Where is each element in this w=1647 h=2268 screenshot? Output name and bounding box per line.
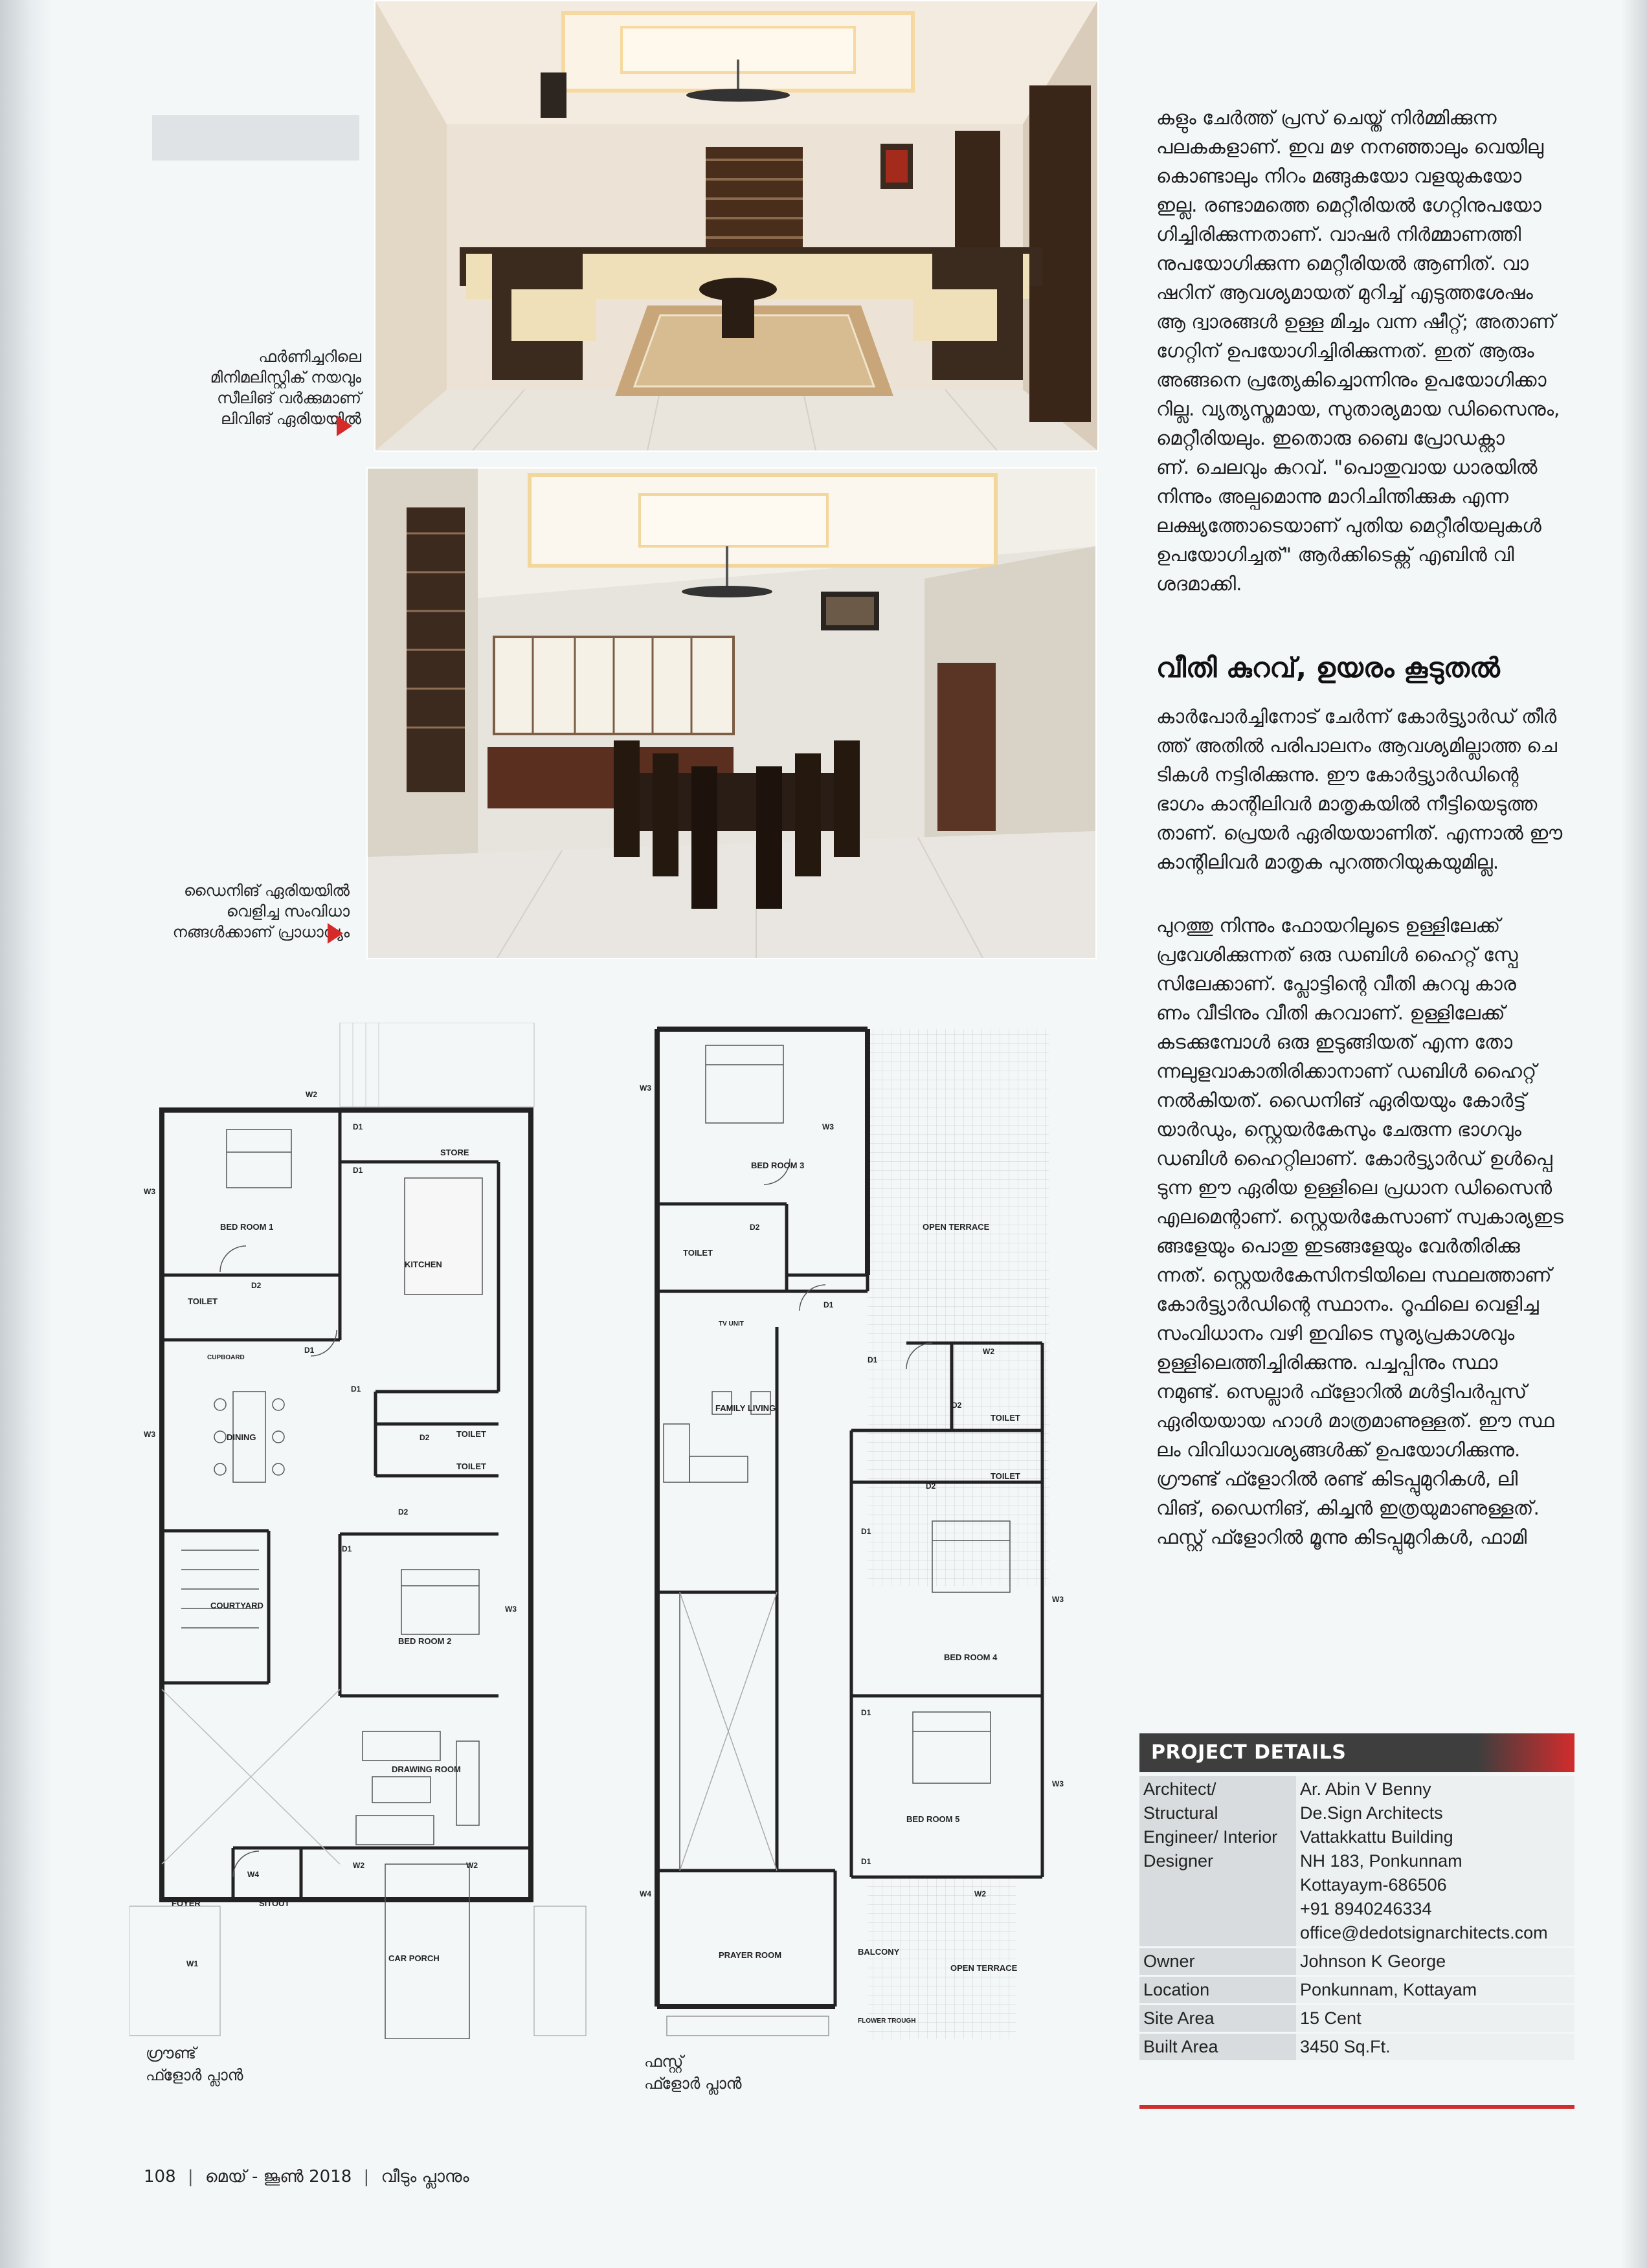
- first-plan-caption: [644, 2051, 742, 2095]
- window-tag: W3: [1052, 1779, 1064, 1788]
- built-area-value: 3450 Sq.Ft.: [1296, 2033, 1574, 2062]
- value-line: +91 8940246334: [1300, 1899, 1432, 1918]
- table-row: [1139, 2033, 1574, 2062]
- article-paragraph-2: [1156, 702, 1562, 877]
- label-line: Architect/: [1143, 1779, 1216, 1799]
- ground-floor-plan: [129, 1023, 596, 2039]
- caption-line: ഫസ്റ്റ്: [644, 2052, 684, 2071]
- table-row: [1139, 1776, 1574, 1948]
- ground-plan-caption: [146, 2042, 243, 2086]
- page-footer: [144, 2167, 476, 2187]
- door-tag: D2: [251, 1281, 262, 1290]
- caption-line: നങ്ങൾക്കാണ് പ്രാധാന്യം: [172, 923, 350, 941]
- label-line: Structural: [1143, 1803, 1218, 1823]
- door-tag: D1: [861, 1527, 871, 1536]
- text-line: റില്ല. വ്യത്യസ്തമായ, സുതാര്യമായ ഡിസൈനും,: [1156, 398, 1560, 420]
- first-floor-plan: [628, 1016, 1081, 2039]
- room-label-foyer: FOYER: [172, 1898, 201, 1908]
- caption-line: ഫ്ളോർ പ്ലാൻ: [146, 2066, 243, 2084]
- page-number: 108: [144, 2167, 176, 2186]
- text-line: കോർട്ട്യാർഡിന്റെ സ്ഥാനം. റൂഫിലെ വെളിച്ച: [1156, 1293, 1539, 1315]
- article-paragraph-1: [1156, 104, 1560, 599]
- text-line: ഏരിയയായ ഹാൾ മാത്രമാണുള്ളത്. ഈ സ്ഥ: [1156, 1410, 1554, 1432]
- text-line: ഡബിൾ ഹൈറ്റിലാണ്. കോർട്ട്യാർഡ് ഉൾപ്പെ: [1156, 1148, 1552, 1170]
- window-tag: W3: [822, 1122, 834, 1131]
- label-line: Engineer/ Interior: [1143, 1827, 1278, 1847]
- magazine-name: വീടും പ്ലാനും: [381, 2167, 469, 2186]
- text-line: നിന്നും അല്പമൊന്നു മാറിചിന്തിക്കുക എന്ന: [1156, 485, 1508, 507]
- text-line: കൊണ്ടാലും നിറം മങ്ങുകയോ വളയുകയോ: [1156, 165, 1521, 187]
- room-label-bed-4: BED ROOM 4: [944, 1652, 998, 1662]
- built-area-label: Built Area: [1139, 2033, 1296, 2062]
- article-paragraph-3: [1156, 911, 1563, 1552]
- project-details-table: [1139, 1776, 1574, 2062]
- door-tag: D2: [398, 1507, 409, 1517]
- header-accent: [1477, 1733, 1574, 1772]
- window-tag: W3: [505, 1605, 517, 1614]
- text-line: യാർഡും, സ്റ്റെയർകേസും ചേരുന്ന ഭാഗവും: [1156, 1118, 1521, 1140]
- text-line: ഉള്ളിലെത്തിച്ചിരിക്കുന്നു. പച്ചപ്പിനും സ്ഥാ: [1156, 1351, 1498, 1373]
- text-line: പുറത്തു നിന്നും ഫോയറിലൂടെ ഉള്ളിലേക്ക്: [1156, 915, 1501, 937]
- text-line: ത്ത് അതിൽ പരിപാലനം ആവശ്യമില്ലാത്ത ചെ: [1156, 735, 1557, 757]
- project-details-title: PROJECT DETAILS: [1151, 1741, 1347, 1764]
- accent-bar: [1139, 2105, 1574, 2109]
- door-tag: D2: [750, 1223, 760, 1232]
- project-details-box: [1139, 1733, 1574, 2109]
- caption-line: ലിവിങ് ഏരിയയിൽ: [221, 410, 361, 428]
- window-tag: W3: [144, 1187, 155, 1196]
- room-label-toilet: TOILET: [188, 1296, 218, 1306]
- room-label-drawing-room: DRAWING ROOM: [392, 1764, 461, 1774]
- door-tag: D1: [351, 1384, 361, 1394]
- door-tag: D1: [868, 1355, 878, 1364]
- decorative-tab: [152, 115, 359, 161]
- text-line: പലകകളാണ്. ഇവ മഴ നനഞ്ഞാലും വെയിലു: [1156, 136, 1544, 158]
- text-line: വിങ്, ഡൈനിങ്, കിച്ചൻ ഇത്രയുമാണുള്ളത്.: [1156, 1497, 1540, 1519]
- room-label-balcony: BALCONY: [858, 1947, 900, 1957]
- window-tag: W2: [353, 1861, 364, 1870]
- text-line: ഫസ്റ്റ് ഫ്ളോറിൽ മൂന്നു കിടപ്പുമുറികൾ, ഫാമി: [1156, 1526, 1527, 1548]
- door-tag: D1: [353, 1122, 363, 1131]
- room-label-dining: DINING: [227, 1432, 256, 1442]
- text-line: സംവിധാനം വഴി ഇവിടെ സൂര്യപ്രകാശവും: [1156, 1322, 1515, 1344]
- window-tag: W4: [247, 1870, 259, 1879]
- door-tag: D2: [952, 1401, 962, 1410]
- door-tag: D1: [861, 1708, 871, 1717]
- location-value: Ponkunnam, Kottayam: [1296, 1976, 1574, 2005]
- owner-value: Johnson K George: [1296, 1948, 1574, 1976]
- table-row: [1139, 1976, 1574, 2005]
- text-line: നൽകിയത്. ഡൈനിങ് ഏരിയയും കോർട്ട്: [1156, 1089, 1527, 1111]
- room-label-toilet: TOILET: [456, 1462, 486, 1471]
- divider: |: [187, 2167, 194, 2186]
- value-line: Kottayaym-686506: [1300, 1875, 1447, 1895]
- text-line: ഗ്രൗണ്ട് ഫ്ളോറിൽ രണ്ട് കിടപ്പുമുറികൾ, ലി: [1156, 1468, 1518, 1490]
- text-line: സിലേക്കാണ്. പ്ലോട്ടിന്റെ വീതി കുറവു കാര: [1156, 973, 1516, 995]
- room-label-bed-2: BED ROOM 2: [398, 1636, 452, 1646]
- dining-room-photo: [366, 467, 1097, 959]
- room-label-family-living: FAMILY LIVING: [715, 1403, 776, 1413]
- page-gutter-shadow: [0, 0, 52, 2268]
- window-tag: W3: [1052, 1595, 1064, 1604]
- room-label-bed-3: BED ROOM 3: [751, 1161, 805, 1170]
- text-line: ടികൾ നട്ടിരിക്കുന്നു. ഈ കോർട്ട്യാർഡിന്റെ: [1156, 764, 1519, 786]
- label-tv-unit: TV UNIT: [719, 1320, 744, 1328]
- living-room-photo: [374, 0, 1099, 452]
- text-line: ണ്. ചെലവും കുറവ്. "പൊതുവായ ധാരയിൽ: [1156, 456, 1538, 478]
- window-tag: W1: [186, 1959, 198, 1968]
- text-line: കാർപോർച്ചിനോട് ചേർന്ന് കോർട്ട്യാർഡ് തീർ: [1156, 706, 1557, 728]
- table-row: [1139, 2005, 1574, 2033]
- door-tag: D2: [420, 1433, 430, 1442]
- room-label-toilet: TOILET: [991, 1471, 1020, 1481]
- text-line: അങ്ങനെ പ്രത്യേകിച്ചൊന്നിനും ഉപയോഗിക്കാ: [1156, 369, 1547, 391]
- text-line: പ്രവേശിക്കുന്നത് ഒരു ഡബിൾ ഹൈറ്റ് സ്പേ: [1156, 944, 1518, 966]
- room-label-store: STORE: [440, 1148, 469, 1157]
- text-line: കാന്റിലിവർ മാതൃക പുറത്തറിയുകയുമില്ല.: [1156, 851, 1499, 873]
- room-label-courtyard: COURTYARD: [210, 1601, 263, 1610]
- value-line: NH 183, Ponkunnam: [1300, 1851, 1462, 1871]
- door-tag: D1: [861, 1857, 871, 1866]
- window-tag: W4: [640, 1889, 651, 1898]
- text-line: നമുണ്ട്. സെല്ലാർ ഫ്ളോറിൽ മൾട്ടിപർപ്പസ്: [1156, 1381, 1527, 1403]
- caption-line: ഡൈനിങ് ഏരിയയിൽ: [183, 882, 350, 900]
- window-tag: W3: [144, 1430, 155, 1439]
- text-line: ഇല്ല. രണ്ടാമത്തെ മെറ്റീരിയൽ ഗേറ്റിനുപയോ: [1156, 194, 1541, 216]
- caption-line: ഗ്രൗണ്ട്: [146, 2044, 197, 2062]
- text-line: നുപയോഗിക്കുന്ന മെറ്റീരിയൽ ആണിത്. വാ: [1156, 252, 1529, 274]
- table-row: [1139, 1948, 1574, 1976]
- door-tag: D1: [342, 1544, 352, 1553]
- text-line: ശദമാക്കി.: [1156, 573, 1242, 595]
- window-tag: W2: [974, 1889, 986, 1898]
- door-tag: D2: [926, 1482, 936, 1491]
- text-line: ലം വിവിധാവശ്യങ്ങൾക്ക് ഉപയോഗിക്കുന്നു.: [1156, 1439, 1521, 1461]
- email-text: office@dedotsignarchitects.com: [1300, 1923, 1548, 1942]
- text-line: ടുന്ന ഈ ഏരിയ ഉള്ളിലെ പ്രധാന ഡിസൈൻ: [1156, 1177, 1552, 1199]
- red-arrow-icon: [337, 416, 352, 436]
- room-label-kitchen: KITCHEN: [405, 1260, 442, 1269]
- value-line: Vattakkattu Building: [1300, 1827, 1453, 1847]
- label-cupboard: CUPBOARD: [207, 1354, 245, 1361]
- issue-date: മെയ് - ജൂൺ 2018: [205, 2167, 352, 2186]
- door-tag: D1: [304, 1346, 315, 1355]
- site-area-label: Site Area: [1139, 2005, 1296, 2033]
- room-label-car-porch: CAR PORCH: [388, 1953, 440, 1963]
- label-line: Designer: [1143, 1851, 1214, 1871]
- caption-line: സീലിങ് വർക്കുമാണ്: [217, 389, 361, 407]
- text-line: ലക്ഷ്യത്തോടെയാണ് പുതിയ മെറ്റീരിയലുകൾ: [1156, 515, 1541, 537]
- text-line: കടക്കുമ്പോൾ ഒരു ഇടുങ്ങിയത് എന്ന തോ: [1156, 1031, 1513, 1053]
- divider: |: [363, 2167, 370, 2186]
- owner-label: Owner: [1139, 1948, 1296, 1976]
- text-line: മെറ്റീരിയലും. ഇതൊരു ബൈ പ്രോഡക്റ്റാ: [1156, 427, 1505, 449]
- text-line: ഷറിന് ആവശ്യമായത് മുറിച്ച് എടുത്തശേഷം: [1156, 282, 1533, 304]
- architect-label: [1139, 1776, 1296, 1948]
- caption-line: ഫർണിച്ചറിലെ: [258, 348, 361, 366]
- value-line: Ar. Abin V Benny: [1300, 1779, 1431, 1799]
- room-label-toilet: TOILET: [456, 1429, 486, 1439]
- text-line: കളും ചേർത്ത് പ്രസ് ചെയ്ത് നിർമ്മിക്കുന്ന: [1156, 107, 1497, 129]
- location-label: Location: [1139, 1976, 1296, 2005]
- room-label-open-terrace: OPEN TERRACE: [923, 1222, 990, 1232]
- room-label-sitout: SITOUT: [259, 1898, 290, 1908]
- value-line: De.Sign Architects: [1300, 1803, 1443, 1823]
- architect-value: [1296, 1776, 1574, 1948]
- text-line: ആ ദ്വാരങ്ങൾ ഉള്ള മിച്ചം വന്ന ഷീറ്റ്; അതാണ്: [1156, 311, 1556, 333]
- window-tag: W2: [983, 1347, 994, 1356]
- window-tag: W2: [306, 1090, 317, 1099]
- door-tag: D1: [824, 1300, 834, 1309]
- window-tag: W2: [466, 1861, 478, 1870]
- text-line: ന്നത്. സ്റ്റെയർകേസിനടിയിലെ സ്ഥലത്താണ്: [1156, 1264, 1552, 1286]
- project-details-header: [1139, 1733, 1574, 1772]
- window-tag: W3: [640, 1084, 651, 1093]
- text-line: ഉപയോഗിച്ചത്" ആർക്കിടെക്റ്റ് എബിൻ വി: [1156, 544, 1514, 566]
- section-heading: വീതി കുറവ്, ഉയരം കൂടുതൽ: [1156, 652, 1500, 684]
- caption-line: വെളിച്ച സംവിധാ: [226, 902, 350, 920]
- page-edge: [1621, 0, 1647, 2268]
- room-label-toilet: TOILET: [991, 1413, 1020, 1423]
- text-line: ന്നലുളവാകാതിരിക്കാനാണ് ഡബിൾ ഹൈറ്റ്: [1156, 1060, 1537, 1082]
- room-label-open-terrace: OPEN TERRACE: [950, 1963, 1018, 1973]
- door-tag: D1: [353, 1166, 363, 1175]
- dining-photo-caption: [123, 880, 350, 942]
- caption-line: മിനിമലിസ്റ്റിക് നയവും: [210, 368, 361, 386]
- text-line: താണ്. പ്രെയർ ഏരിയയാണിത്. എന്നാൽ ഈ: [1156, 822, 1563, 844]
- living-photo-caption: [129, 346, 361, 429]
- room-label-bed-1: BED ROOM 1: [220, 1222, 274, 1232]
- text-line: ങ്ങളേയും പൊതു ഇടങ്ങളേയും വേർതിരിക്കു: [1156, 1235, 1520, 1257]
- room-label-prayer-room: PRAYER ROOM: [719, 1950, 782, 1960]
- site-area-value: 15 Cent: [1296, 2005, 1574, 2033]
- text-line: ഗിച്ചിരിക്കുന്നതാണ്. വാഷർ നിർമ്മാണത്തി: [1156, 223, 1521, 245]
- room-label-toilet: TOILET: [683, 1248, 713, 1258]
- text-line: ഗേറ്റിന് ഉപയോഗിച്ചിരിക്കുന്നത്. ഇത് ആരും: [1156, 340, 1534, 362]
- caption-line: ഫ്ളോർ പ്ലാൻ: [644, 2074, 742, 2093]
- label-flower-trough: FLOWER TROUGH: [858, 2018, 916, 2025]
- text-line: ണം വീടിനും വീതി കുറവാണ്. ഉള്ളിലേക്ക്: [1156, 1002, 1505, 1024]
- text-line: ഭാഗം കാന്റിലിവർ മാതൃകയിൽ നീട്ടിയെടുത്ത: [1156, 793, 1538, 815]
- text-line: എലമെന്റാണ്. സ്റ്റെയർകേസാണ് സ്വകാര്യഇട: [1156, 1206, 1563, 1228]
- room-label-bed-5: BED ROOM 5: [906, 1814, 960, 1824]
- red-arrow-icon: [328, 923, 343, 944]
